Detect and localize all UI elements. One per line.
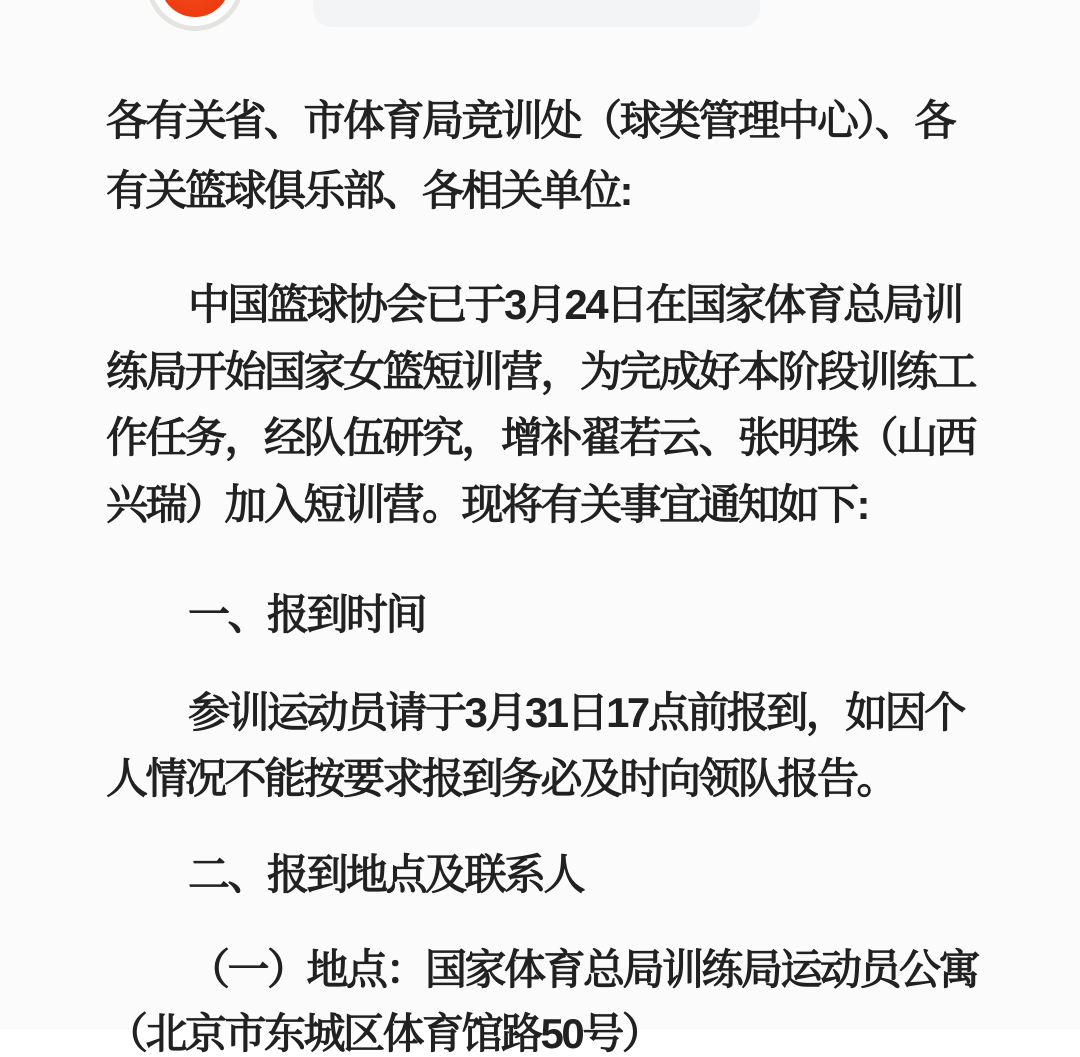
app-logo-red-dot xyxy=(160,0,230,17)
doc-line: （一）地点：国家体育总局训练局运动员公寓 xyxy=(188,946,979,993)
app-logo-ring xyxy=(151,0,239,26)
app-logo-icon[interactable] xyxy=(146,0,244,31)
doc-line: 有关篮球俱乐部、各相关单位: xyxy=(106,167,631,214)
doc-line: 人情况不能按要求报到务必及时向领队报告。 xyxy=(106,755,897,802)
doc-line: 中国篮球协会已于3月24日在国家体育总局训 xyxy=(188,281,962,328)
doc-line: 作任务，经队伍研究，增补翟若云、张明珠（山西 xyxy=(106,414,976,461)
doc-line: 各有关省、市体育局竞训处（球类管理中心）、各 xyxy=(106,97,955,144)
doc-section-heading: 一、报到时间 xyxy=(188,591,426,638)
doc-line: 参训运动员请于3月31日17点前报到，如因个 xyxy=(188,689,964,736)
doc-line: 练局开始国家女篮短训营，为完成好本阶段训练工 xyxy=(106,348,976,395)
header-title-pill[interactable] xyxy=(313,0,760,27)
doc-line: 兴瑞）加入短训营。现将有关事宜通知如下: xyxy=(106,481,868,528)
doc-line-clipped: （北京市东城区体育馆路50号） xyxy=(106,1010,662,1057)
doc-section-heading: 二、报到地点及联系人 xyxy=(188,851,584,898)
